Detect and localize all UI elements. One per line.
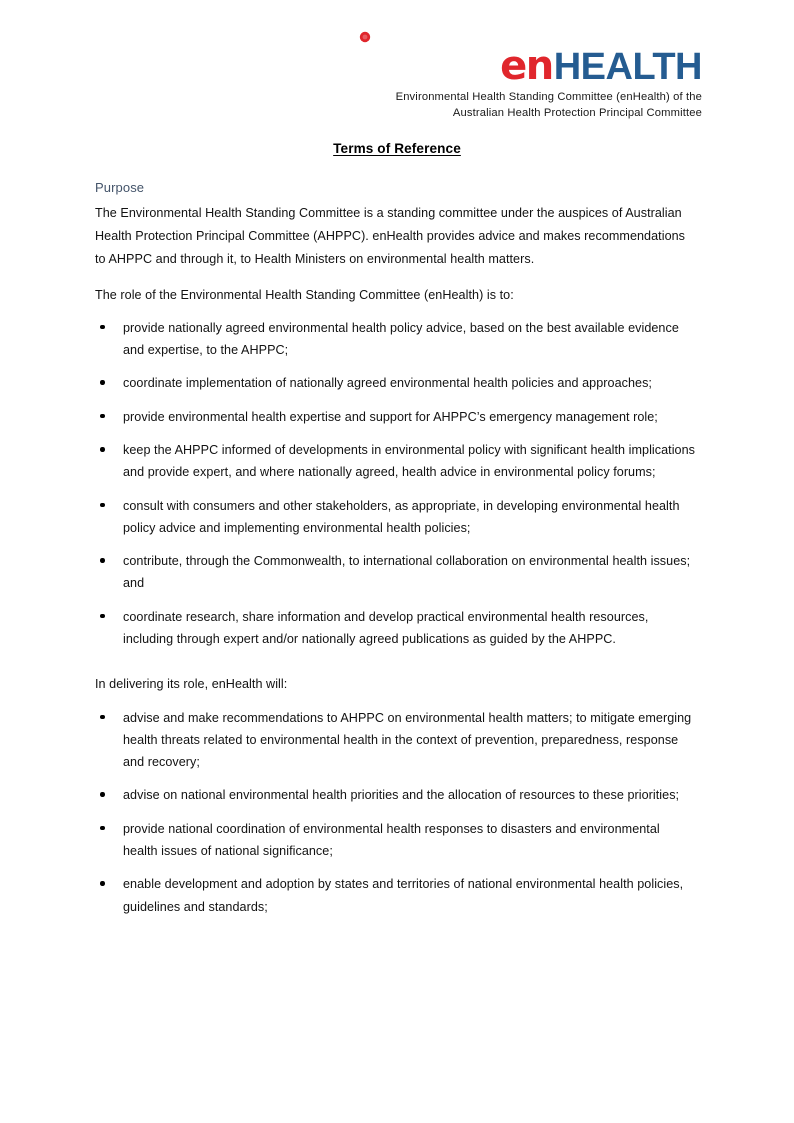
bullet-icon: [100, 325, 105, 330]
list-item: [95, 606, 695, 651]
list-item: [95, 317, 695, 362]
section-heading-purpose: Purpose: [95, 180, 145, 195]
page-title: Terms of Reference: [333, 141, 461, 156]
bullet-icon: [100, 447, 105, 452]
person-icon: [355, 31, 375, 43]
bullet-icon: [100, 503, 105, 508]
list-item: [95, 372, 695, 394]
role-intro-paragraph: The role of the Environmental Health Standing Committee (enHealth) is to:: [95, 287, 514, 302]
list-item-text: provide environmental health expertise and support for AHPPC’s emergency management role;: [123, 409, 658, 424]
list-item-text: coordinate research, share information and develop practical environmental health resources, including through expert and/or nationally agreed publications as guided by the AHPPC.: [123, 609, 649, 647]
list-item: [95, 707, 695, 774]
list-item-text: keep the AHPPC informed of developments in environmental policy with significant health implications and provide expert, and where nationally agreed, health advice in environmental policy forums;: [123, 443, 696, 480]
bullet-icon: [100, 715, 105, 720]
bullet-icon: [100, 380, 105, 385]
delivery-intro-paragraph: In delivering its role, enHealth will:: [95, 677, 288, 692]
bullet-icon: [100, 792, 105, 797]
logo-en-text: en: [500, 43, 553, 89]
header-line-1: Environmental Health Standing Committee (enHealth) of the: [395, 91, 702, 103]
delivery-bullet-list: [95, 707, 695, 918]
bullet-icon: [100, 881, 105, 886]
list-item-text: advise on national environmental health priorities and the allocation of resources to these priorities;: [123, 788, 680, 803]
section-spacer: [95, 659, 695, 673]
header-subtitle: [330, 90, 702, 121]
list-item-text: advise and make recommendations to AHPPC on environmental health matters; to mitigate emerging health threats related to environmental health in the context of prevention, preparedness, response and recovery;: [123, 710, 692, 770]
list-item-text: enable development and adoption by states and territories of national environmental health policies, guidelines and standards;: [123, 877, 684, 914]
role-bullet-list: [95, 317, 695, 651]
list-item-text: contribute, through the Commonwealth, to international collaboration on environmental health issues; and: [123, 554, 691, 591]
logo-health-text: HEALTH: [553, 46, 702, 88]
list-item-text: consult with consumers and other stakeholders, as appropriate, in developing environmental health policy advice and implementing environmental health policies;: [123, 498, 680, 535]
list-item: [95, 495, 695, 540]
document-body: [95, 178, 695, 927]
list-item: [95, 818, 695, 863]
list-item: [95, 406, 695, 428]
header-line-2: Australian Health Protection Principal Committee: [452, 106, 702, 119]
bullet-icon: [100, 414, 105, 419]
list-item: [95, 784, 695, 806]
enhealth-logo: [330, 40, 702, 89]
list-item: [95, 550, 695, 595]
bullet-icon: [100, 614, 105, 619]
list-item: [95, 873, 695, 918]
purpose-paragraph: The Environmental Health Standing Committee is a standing committee under the auspices of Australian Health Protection Principal Committee (AHPPC). enHealth provides advice and makes recommendations to AHPPC and through it, to Health Ministers on environmental health matters.: [95, 206, 686, 267]
document-header: [330, 40, 702, 121]
list-item-text: provide national coordination of environmental health responses to disasters and environmental health issues of national significance;: [123, 821, 660, 859]
list-item-text: coordinate implementation of nationally agreed environmental health policies and approaches;: [123, 376, 652, 391]
list-item-text: provide nationally agreed environmental health policy advice, based on the best available evidence and expertise, to the AHPPC;: [123, 320, 679, 358]
bullet-icon: [100, 826, 105, 831]
list-item: [95, 439, 695, 484]
bullet-icon: [100, 558, 105, 563]
